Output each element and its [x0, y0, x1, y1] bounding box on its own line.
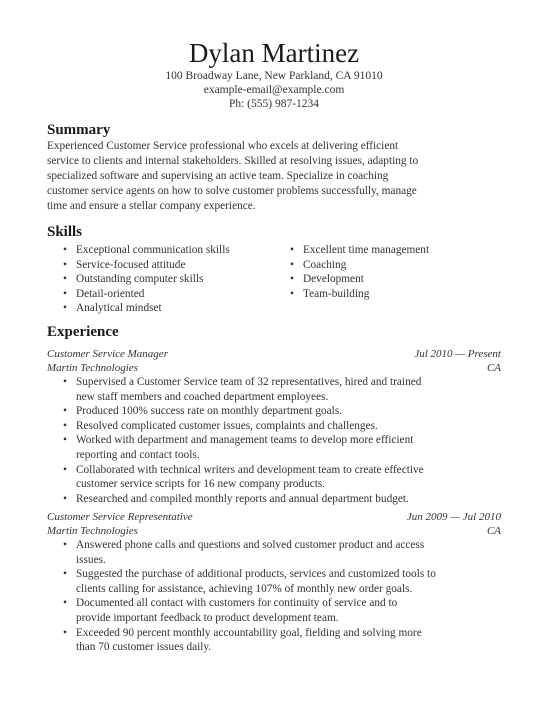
skills-heading: Skills: [47, 224, 83, 240]
list-item: [76, 567, 506, 596]
bullet-line: new staff members and coached department employees.: [76, 390, 329, 403]
bullet-line: provide important feedback to product development team.: [76, 611, 339, 624]
candidate-name: Dylan Martinez: [188, 38, 360, 68]
address: 100 Broadway Lane, New Parkland, CA 91010: [165, 70, 383, 82]
skill-item: • Analytical mindset: [76, 301, 230, 316]
list-item: [76, 419, 506, 434]
skills-list-right: [303, 243, 429, 301]
list-item: [76, 492, 506, 507]
job-company: Martin Technologies: [47, 525, 138, 537]
job-title-row: [47, 347, 501, 361]
bullet-line: reporting and contact tools.: [76, 448, 200, 461]
bullet-line: • Supervised a Customer Service team of 32 representatives, hired and trained: [76, 376, 422, 388]
summary-line: specialized software and supervising an active team. Specialize in coaching: [47, 170, 389, 182]
phone: Ph: (555) 987-1234: [228, 98, 320, 110]
summary-line: Experienced Customer Service professional who excels at delivering efficient: [47, 140, 399, 152]
list-item: [76, 626, 506, 655]
job-dates: Jul 2010 — Present: [414, 348, 501, 360]
list-item: [76, 375, 506, 404]
list-item: [76, 463, 506, 492]
bullet-line: • Researched and compiled monthly reports and annual department budget.: [76, 492, 409, 505]
job-location: CA: [486, 362, 501, 374]
skills-list-left: [76, 243, 230, 316]
skill-item: • Coaching: [303, 258, 429, 273]
job-company: Martin Technologies: [47, 362, 138, 374]
list-item: [76, 596, 506, 625]
bullet-line: • Suggested the purchase of additional products, services and customized tools to: [76, 568, 436, 581]
skill-item: • Detail-oriented: [76, 287, 230, 302]
bullet-line: than 70 customer issues daily.: [76, 641, 212, 654]
list-item: [76, 404, 506, 419]
summary-line: time and ensure a stellar company experience.: [47, 200, 256, 212]
list-item: [76, 538, 506, 567]
bullet-line: • Answered phone calls and questions and solved customer product and access: [76, 539, 425, 551]
bullet-line: issues.: [76, 553, 106, 566]
skill-item: • Service-focused attitude: [76, 258, 230, 273]
skill-item: • Team-building: [303, 287, 429, 302]
summary-line: service to clients and internal stakeholders. Skilled at resolving issues, adapting to: [47, 155, 419, 167]
skill-item: • Exceptional communication skills: [76, 243, 230, 258]
summary-line: customer service agents on how to solve customer problems successfully, manage: [47, 185, 417, 197]
job-location: CA: [486, 525, 501, 537]
job-bullets: [76, 538, 506, 655]
job-company-row: [47, 524, 501, 538]
bullet-line: • Exceeded 90 percent monthly accountability goal, fielding and solving more: [76, 626, 422, 639]
bullet-line: customer service scripts for 16 new company products.: [76, 478, 326, 491]
experience-heading: Experience: [47, 324, 119, 340]
bullet-line: • Documented all contact with customers for continuity of service and to: [76, 597, 398, 610]
job-title: Customer Service Representative: [47, 511, 193, 523]
bullet-line: clients calling for assistance, achieving 107% of monthly new order goals.: [76, 582, 413, 595]
skill-item: • Development: [303, 272, 429, 287]
skill-item: • Outstanding computer skills: [76, 272, 230, 287]
job-dates: Jun 2009 — Jul 2010: [406, 511, 501, 523]
job-title-row: [47, 510, 501, 524]
job-company-row: [47, 361, 501, 375]
bullet-line: • Produced 100% success rate on monthly department goals.: [76, 405, 343, 418]
job-bullets: [76, 375, 506, 506]
bullet-line: • Worked with department and management teams to develop more efficient: [76, 434, 414, 447]
job-title: Customer Service Manager: [47, 348, 168, 360]
bullet-line: • Resolved complicated customer issues, complaints and challenges.: [76, 419, 378, 432]
bullet-line: • Collaborated with technical writers and development team to create effective: [76, 463, 424, 476]
skill-item: • Excellent time management: [303, 243, 429, 258]
list-item: [76, 433, 506, 462]
email: example-email@example.com: [203, 84, 345, 96]
summary-text: [47, 139, 507, 214]
summary-heading: Summary: [47, 122, 111, 138]
